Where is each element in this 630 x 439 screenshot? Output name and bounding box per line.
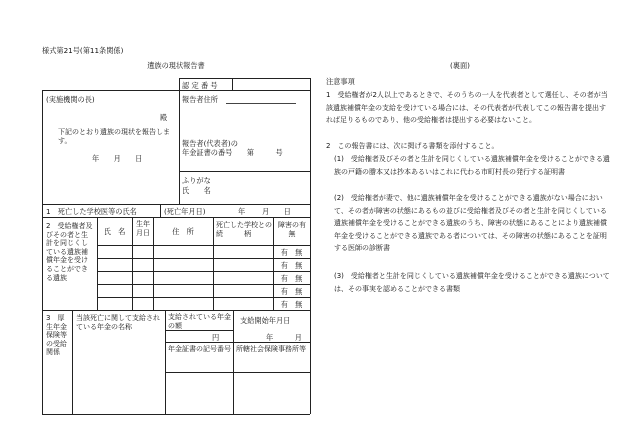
col-address: 住 所	[172, 227, 194, 236]
dono-label: 殿	[160, 113, 168, 122]
report-date: 年 月 日	[92, 154, 143, 163]
note-1: 1 受給権者が2人以上であるときで、そのうちの一人を代表者として選任し、その者が当該遺族補償年金の支給を受けている場合には、その代表者が代表してこの報告書を提出すれば足りるものであり、他の受給権者は提出する必要はないこと。	[326, 91, 608, 125]
month-day-label: 月 日	[262, 207, 291, 216]
disability-value[interactable]: 有 無	[280, 261, 303, 270]
section3-label: 3 厚生年金保険等の受給関係	[46, 314, 67, 357]
year-month-label: 年 月	[266, 333, 302, 342]
col-name: 氏 名	[103, 227, 126, 236]
note-2: 2 この報告書には、次に掲げる書類を添付すること。	[326, 142, 499, 150]
disability-value[interactable]: 有 無	[280, 274, 303, 283]
agency-head: (実施機関の長)	[46, 95, 95, 104]
section2-label: 2 受給権者及びその者と生計を同じくしている遺族補償年金を受けることができる遺族	[46, 222, 93, 282]
certificate-number-label: 年金証書の記号番号	[168, 345, 231, 353]
pension-start-label: 支給開始年月日	[240, 316, 291, 325]
approval-number-label: 認 定 番 号	[182, 81, 218, 90]
sub-item-3: (3) 受給権者と生計を同じくしている遺族補償年金を受けることができる遺族については、その事実を認めることができる書類	[334, 272, 610, 293]
name-label: 氏 名	[182, 186, 211, 195]
notes-title: 注意事項	[326, 77, 355, 86]
form-title: 遺族の現状報告書	[147, 61, 205, 70]
deceased-name-label: 1 死亡した学校医等の氏名	[46, 207, 137, 216]
sub-item-2: (2) 受給権者が妻で、他に遺族補償年金を受けることができる遺族がない場合において、その者が障害の状態にあるもの並びに受給権者及びその者と生計を同じくしている遺族補償年金を受けることができる遺族のうち、障害の状態にあることにより遺族補償年金を受けることができる遺族である者については、その障害の状態にあることを証明する医師の診断書	[334, 194, 607, 253]
reporter-pension-label-2: 年金証書の番号 第 号	[182, 148, 283, 157]
yen-label: 円	[212, 333, 220, 342]
pension-kind-label: 当該死亡に関して支給されている年金の名称	[76, 314, 160, 331]
pension-amount-label: 支給されている年金の額	[168, 313, 231, 330]
disability-value[interactable]: 有 無	[280, 287, 303, 296]
back-title: (裏面)	[450, 61, 470, 70]
reporter-address-label: 報告者住所	[182, 95, 218, 104]
disability-value[interactable]: 有 無	[280, 248, 303, 257]
report-statement: 下記のとおり遺族の現状を報告します。	[58, 128, 170, 145]
col-disability: 障害の有 無	[278, 221, 313, 238]
form-number: 様式第21号(第11条関係)	[42, 46, 124, 55]
sub-item-1: (1) 受給権者及びその者と生計を同じくしている遺族補償年金を受けることができる遺族の戸籍の謄本又は抄本あるいはこれに代わる市町村長の発行する証明書	[334, 155, 610, 176]
reporter-pension-label-1: 報告者(代表者)の	[182, 139, 238, 148]
death-date-label: (死亡年月日)	[164, 207, 206, 216]
col-relation: 死亡した学校との続 柄	[216, 221, 272, 238]
furigana-label: ふりがな	[182, 176, 211, 185]
col-birth: 生年月日	[136, 220, 150, 237]
year-label: 年	[238, 207, 246, 216]
disability-value[interactable]: 有 無	[280, 300, 303, 309]
office-label: 所轄社会保険事務所等	[236, 345, 306, 353]
